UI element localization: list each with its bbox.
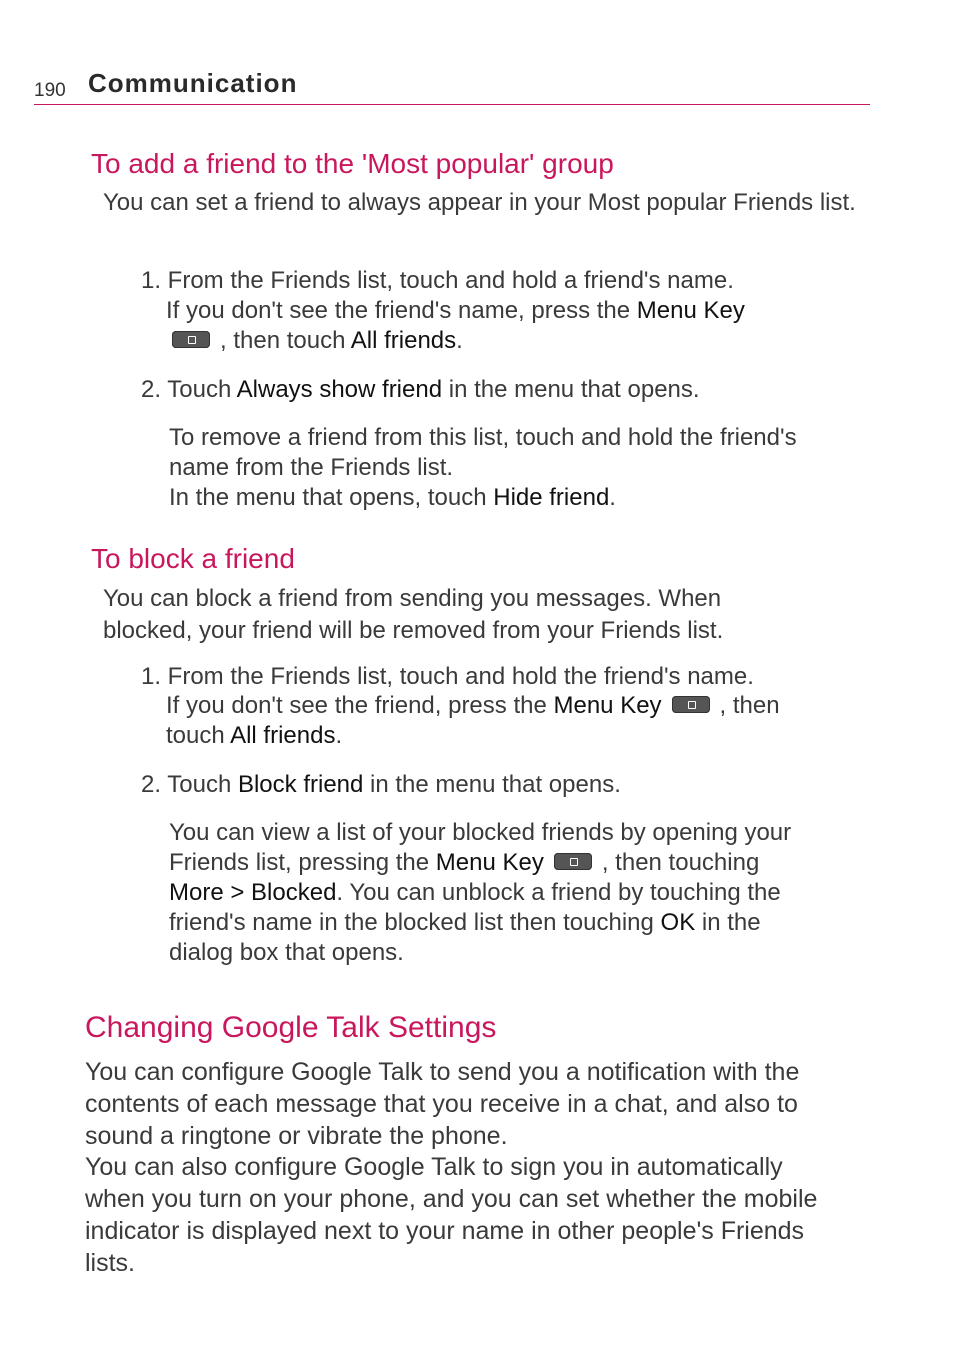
note2-line2: Friends list, pressing the Menu Key , then touching	[169, 849, 760, 876]
settings-p2-line2: when you turn on your phone, and you can set whether the mobile	[85, 1185, 818, 1213]
menu-key-label: Menu Key	[636, 297, 745, 324]
intro-add-friend: You can set a friend to always appear in your Most popular Friends list.	[103, 189, 856, 216]
note2-line5: dialog box that opens.	[169, 939, 404, 966]
note2-line1: You can view a list of your blocked friends by opening your	[169, 819, 792, 846]
settings-p2-line1: You can also configure Google Talk to sign you in automatically	[85, 1153, 783, 1181]
note1-line1: To remove a friend from this list, touch and hold the friend's	[169, 424, 797, 451]
note1-line2: name from the Friends list.	[169, 454, 454, 481]
block-step1-line3: touch All friends.	[166, 722, 343, 749]
settings-p1-line1: You can configure Google Talk to send you a notification with the	[85, 1058, 800, 1086]
menu-key-icon	[172, 331, 210, 348]
menu-key-label: Menu Key	[553, 692, 662, 719]
settings-p2-line3: indicator is displayed next to your name in other people's Friends	[85, 1217, 805, 1245]
menu-key-icon	[672, 696, 710, 713]
step1-line1: 1. From the Friends list, touch and hold a friend's name.	[141, 267, 734, 294]
block-friend-label: Block friend	[237, 771, 364, 798]
all-friends-label: All friends	[350, 327, 457, 354]
heading-google-talk-settings: Changing Google Talk Settings	[85, 1011, 497, 1044]
note1-line3: In the menu that opens, touch Hide friend.	[169, 484, 616, 511]
intro-block-line2: blocked, your friend will be removed from your Friends list.	[103, 617, 724, 644]
settings-p2-line4: lists.	[85, 1249, 135, 1277]
page-header	[34, 68, 870, 105]
note2-line3: More > Blocked. You can unblock a friend by touching the	[169, 879, 781, 906]
step1-line3: , then touch All friends.	[166, 325, 463, 357]
hide-friend-label: Hide friend	[493, 484, 610, 511]
block-step1-line1: 1. From the Friends list, touch and hold the friend's name.	[141, 663, 754, 690]
always-show-friend-label: Always show friend	[236, 376, 443, 403]
menu-key-icon	[554, 853, 592, 870]
section-title: Communication	[88, 68, 298, 98]
block-step2-line: 2. Touch Block friend in the menu that opens.	[141, 771, 621, 798]
note2-line4: friend's name in the blocked list then touching OK in the	[169, 909, 761, 936]
menu-key-label: Menu Key	[435, 849, 544, 876]
heading-block-friend: To block a friend	[91, 543, 295, 574]
all-friends-label: All friends	[230, 722, 336, 749]
ok-label: OK	[660, 909, 696, 936]
heading-add-friend-most-popular: To add a friend to the 'Most popular' group	[91, 148, 614, 179]
step2-line: 2. Touch Always show friend in the menu that opens.	[141, 376, 700, 403]
settings-p1-line2: contents of each message that you receive in a chat, and also to	[85, 1090, 798, 1118]
settings-p1-line3: sound a ringtone or vibrate the phone.	[85, 1122, 508, 1150]
page-number: 190	[34, 80, 66, 101]
intro-block-line1: You can block a friend from sending you messages. When	[103, 585, 722, 612]
step1-line2: If you don't see the friend's name, press the Menu Key	[166, 297, 745, 324]
block-step1-line2: If you don't see the friend, press the Menu Key , then	[166, 692, 780, 719]
more-blocked-label: More > Blocked	[169, 879, 337, 906]
